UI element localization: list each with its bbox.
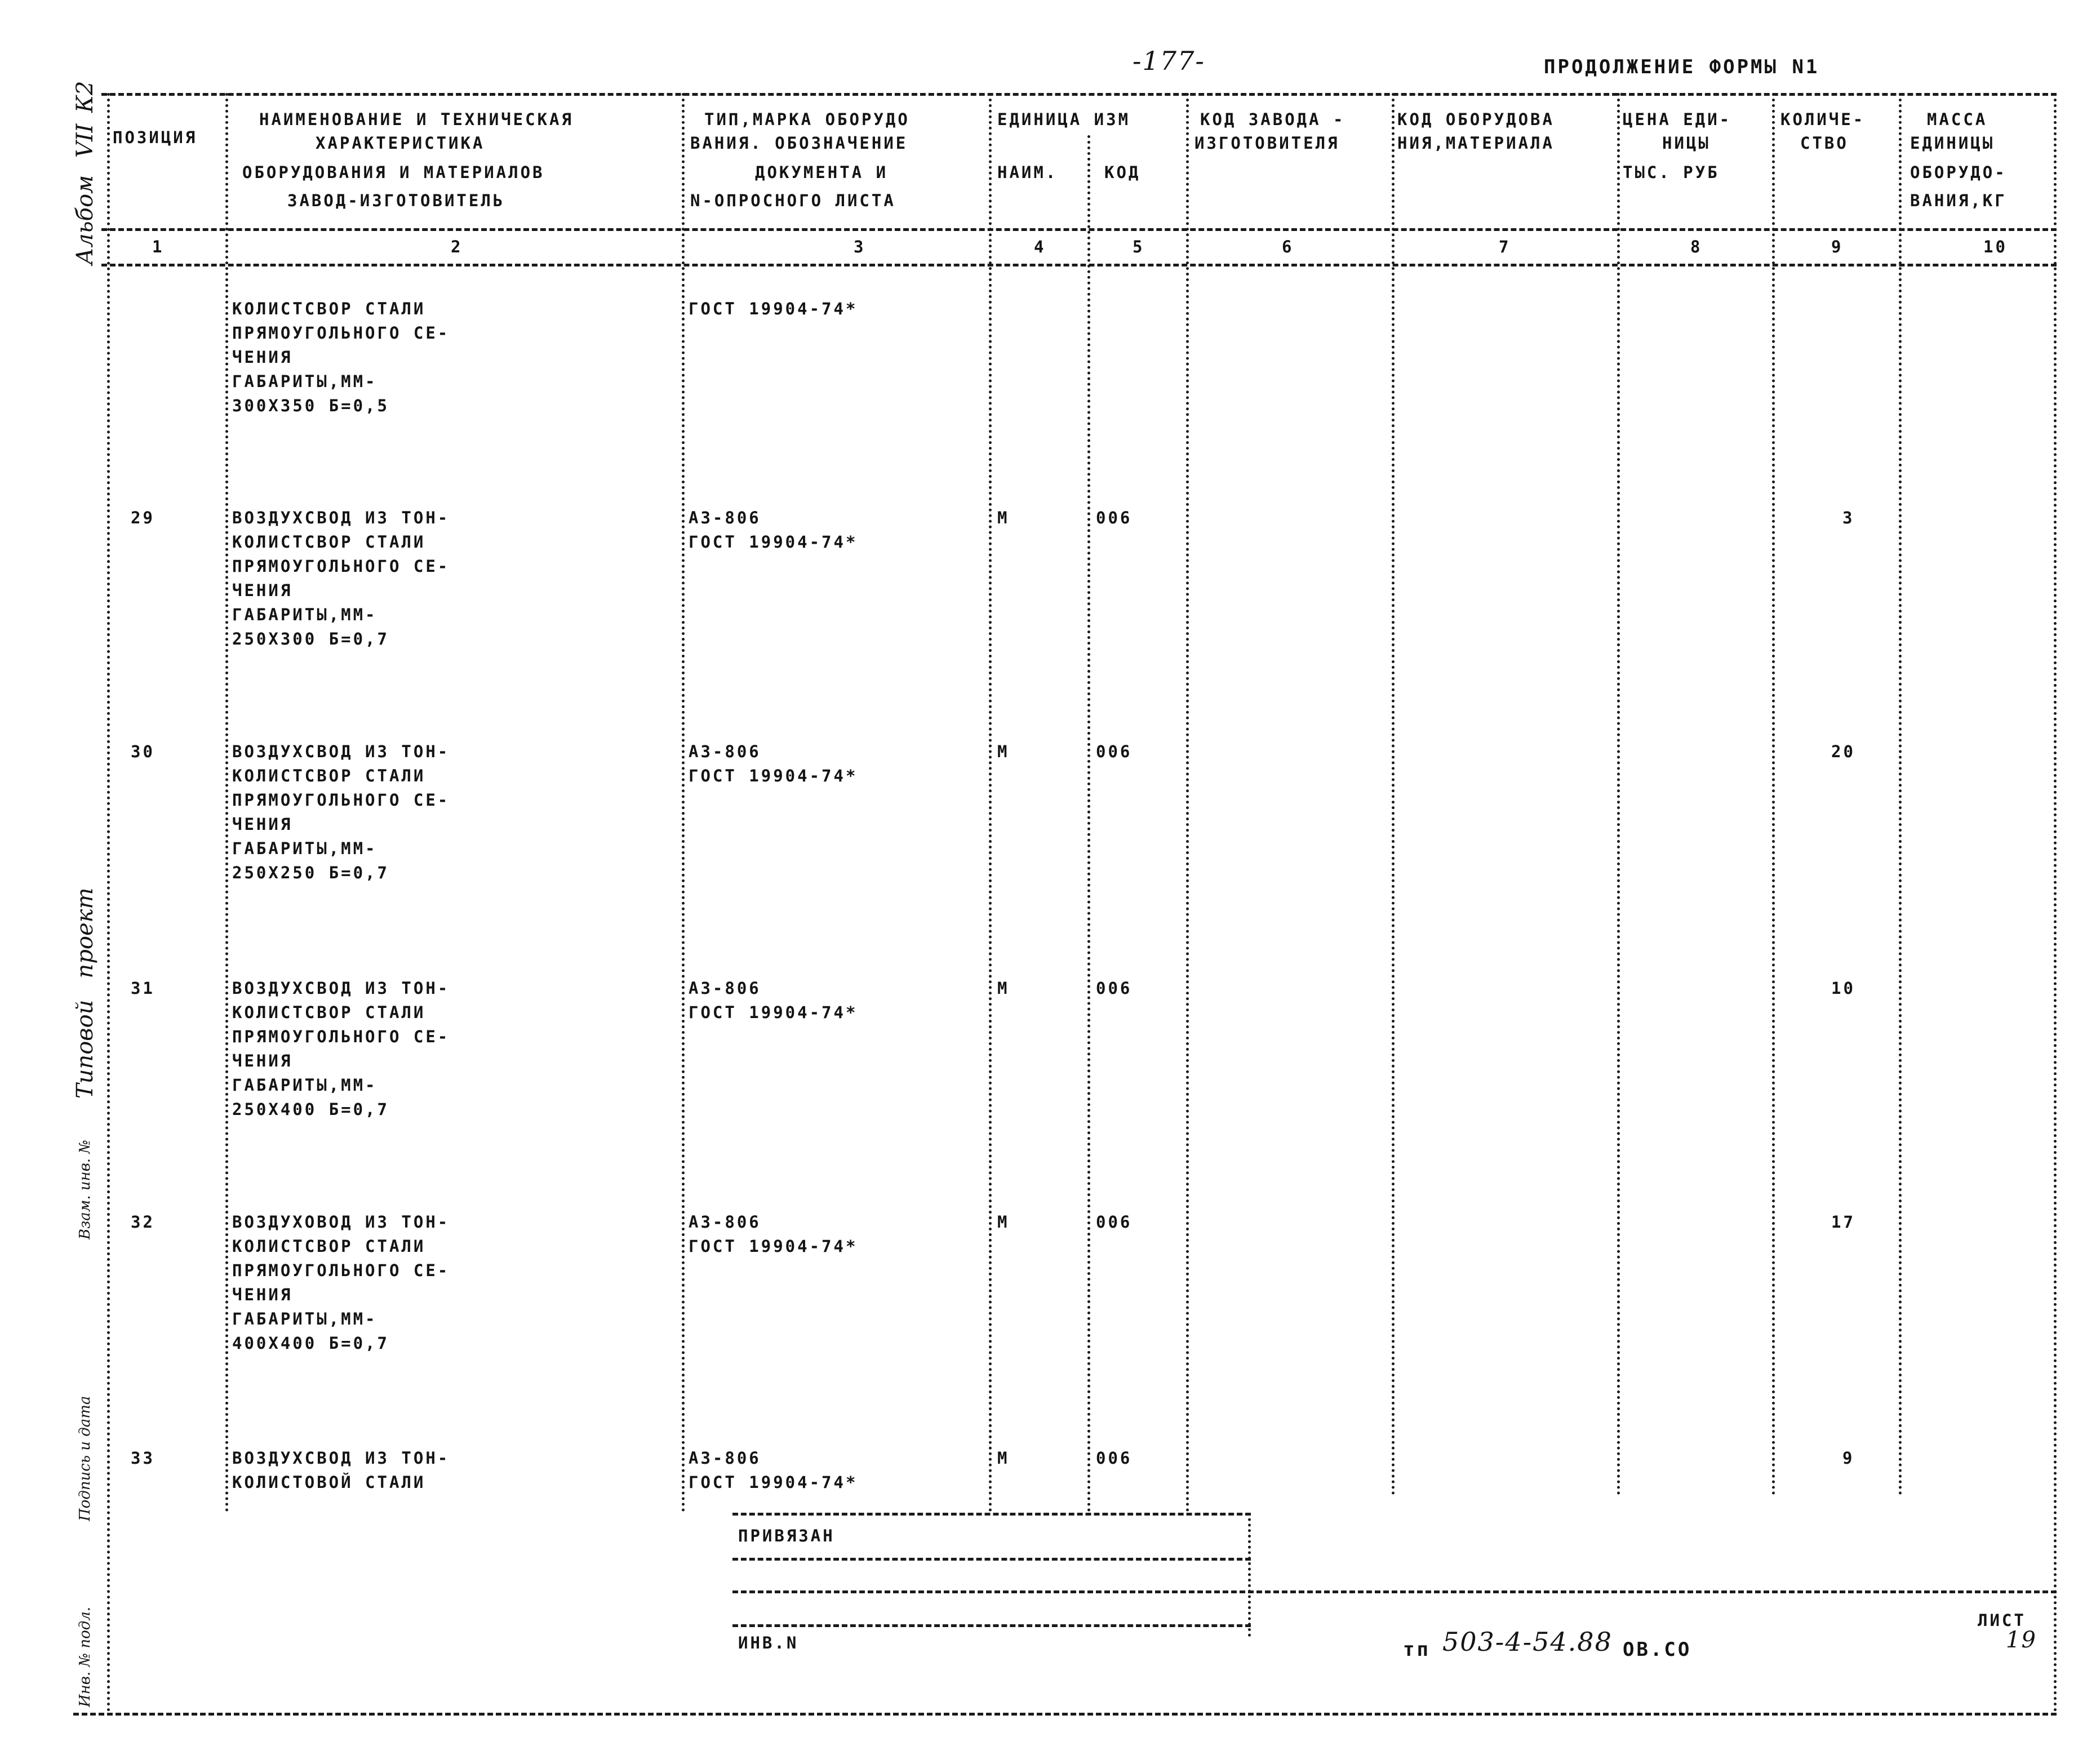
item-line: 250Х400 Б=0,7 bbox=[232, 1100, 389, 1119]
rule-colnum-bottom bbox=[101, 264, 2057, 266]
col-num-9: 9 bbox=[1831, 237, 1844, 256]
page-number: -177- bbox=[1133, 46, 1205, 76]
col-num-5: 5 bbox=[1133, 237, 1145, 256]
item-line: ЧЕНИЯ bbox=[232, 815, 293, 834]
header-plant-2: ИЗГОТОВИТЕЛЯ bbox=[1194, 134, 1340, 153]
item-line: ГАБАРИТЫ,ММ- bbox=[232, 839, 378, 858]
col-num-2: 2 bbox=[451, 237, 463, 256]
item-type-doc: ГОСТ 19904-74* bbox=[689, 1003, 858, 1022]
col-num-3: 3 bbox=[854, 237, 866, 256]
item-qty: 9 bbox=[1842, 1448, 1855, 1468]
item-pos: 32 bbox=[131, 1212, 155, 1232]
margin-inv-podl: Инв. № подл. bbox=[77, 1606, 94, 1707]
item-line: ВОЗДУХСВОД ИЗ ТОН- bbox=[232, 508, 450, 527]
vline-6 bbox=[1392, 93, 1395, 1496]
item-line: ГАБАРИТЫ,ММ- bbox=[232, 1309, 378, 1328]
header-unit: ЕДИНИЦА ИЗМ bbox=[997, 110, 1131, 129]
vline-0 bbox=[107, 93, 110, 1713]
item-line: ВОЗДУХСВОД ИЗ ТОН- bbox=[232, 742, 450, 761]
header-name-2: ХАРАКТЕРИСТИКА bbox=[316, 134, 485, 153]
header-equip-1: КОД ОБОРУДОВА bbox=[1397, 110, 1555, 129]
stamp-sheet-number: 19 bbox=[2006, 1627, 2037, 1653]
col-num-10: 10 bbox=[1983, 237, 2008, 256]
header-name-4: ЗАВОД-ИЗГОТОВИТЕЛЬ bbox=[287, 191, 505, 210]
col-num-8: 8 bbox=[1690, 237, 1703, 256]
item-line: 250Х300 Б=0,7 bbox=[232, 629, 389, 648]
header-mass-1: МАССА bbox=[1927, 110, 1988, 129]
item-line: ЧЕНИЯ bbox=[232, 1285, 293, 1304]
vline-stamp bbox=[1248, 1513, 1251, 1637]
item-line: ПРЯМОУГОЛЬНОГО СЕ- bbox=[232, 1261, 450, 1280]
header-plant-1: КОД ЗАВОДА - bbox=[1200, 110, 1345, 129]
item-unit: М bbox=[997, 1448, 1010, 1468]
item-type-doc: ГОСТ 19904-74* bbox=[689, 766, 858, 785]
item-qty: 20 bbox=[1831, 742, 1855, 761]
vline-5 bbox=[1186, 93, 1189, 1513]
col-num-1: 1 bbox=[152, 237, 165, 256]
vline-7 bbox=[1617, 93, 1620, 1496]
item-unit: М bbox=[997, 1212, 1010, 1232]
item-unit: М bbox=[997, 742, 1010, 761]
vline-2 bbox=[682, 93, 685, 1513]
vline-10 bbox=[2054, 93, 2057, 1713]
vline-9 bbox=[1899, 93, 1902, 1496]
header-price-1: ЦЕНА ЕДИ- bbox=[1623, 110, 1732, 129]
item-type-doc: ГОСТ 19904-74* bbox=[689, 1237, 858, 1256]
continuation-title: ПРОДОЛЖЕНИЕ ФОРМЫ N1 bbox=[1544, 56, 1820, 78]
continued-line-2: ПРЯМОУГОЛЬНОГО СЕ- bbox=[232, 323, 450, 343]
margin-album-no: VII bbox=[72, 123, 98, 158]
col-num-7: 7 bbox=[1499, 237, 1511, 256]
header-position: ПОЗИЦИЯ bbox=[113, 128, 198, 147]
item-line: ГАБАРИТЫ,ММ- bbox=[232, 605, 378, 624]
item-line: ВОЗДУХСВОД ИЗ ТОН- bbox=[232, 1448, 450, 1468]
item-unit: М bbox=[997, 508, 1010, 527]
header-name-3: ОБОРУДОВАНИЯ И МАТЕРИАЛОВ bbox=[242, 163, 545, 182]
item-line: КОЛИСТСВОР СТАЛИ bbox=[232, 532, 426, 552]
item-line: ЧЕНИЯ bbox=[232, 581, 293, 600]
item-type: А3-806 bbox=[689, 1212, 761, 1232]
item-line: ГАБАРИТЫ,ММ- bbox=[232, 1076, 378, 1095]
item-line: 400Х400 Б=0,7 bbox=[232, 1334, 389, 1353]
stamp-sheet-label: ЛИСТ bbox=[1978, 1611, 2026, 1630]
col-num-4: 4 bbox=[1034, 237, 1046, 256]
margin-vzam: Взам. инв. № bbox=[77, 1139, 94, 1239]
item-code: 006 bbox=[1096, 1212, 1133, 1232]
header-type-1: ТИП,МАРКА ОБОРУДО bbox=[704, 110, 910, 129]
item-pos: 29 bbox=[131, 508, 155, 527]
col-num-6: 6 bbox=[1282, 237, 1294, 256]
item-line: ЧЕНИЯ bbox=[232, 1051, 293, 1070]
margin-sign-date: Подпись и дата bbox=[77, 1396, 94, 1521]
item-line: КОЛИСТСВОР СТАЛИ bbox=[232, 1237, 426, 1256]
header-type-4: N-ОПРОСНОГО ЛИСТА bbox=[690, 191, 896, 210]
rule-stamp-2 bbox=[732, 1590, 2057, 1593]
item-type-doc: ГОСТ 19904-74* bbox=[689, 1473, 858, 1492]
header-qty-2: СТВО bbox=[1800, 134, 1849, 153]
item-type: А3-806 bbox=[689, 1448, 761, 1468]
item-line: КОЛИСТСВОР СТАЛИ bbox=[232, 1003, 426, 1022]
item-code: 006 bbox=[1096, 979, 1133, 998]
item-code: 006 bbox=[1096, 508, 1133, 527]
header-type-2: ВАНИЯ. ОБОЗНАЧЕНИЕ bbox=[690, 134, 908, 153]
item-line: КОЛИСТСВОР СТАЛИ bbox=[232, 766, 426, 785]
item-pos: 33 bbox=[131, 1448, 155, 1468]
margin-album: Альбом bbox=[72, 175, 98, 265]
item-line: КОЛИСТОВОЙ СТАЛИ bbox=[232, 1473, 426, 1492]
item-line: ПРЯМОУГОЛЬНОГО СЕ- bbox=[232, 1027, 450, 1046]
continued-line-5: 300Х350 Б=0,5 bbox=[232, 396, 389, 415]
vline-1 bbox=[225, 93, 228, 1513]
item-unit: М bbox=[997, 979, 1010, 998]
item-type: А3-806 bbox=[689, 742, 761, 761]
item-code: 006 bbox=[1096, 742, 1133, 761]
stamp-doc-code: 503-4-54.88 bbox=[1442, 1627, 1613, 1657]
header-type-3: ДОКУМЕНТА И bbox=[755, 163, 889, 182]
header-mass-3: ОБОРУДО- bbox=[1910, 163, 2007, 182]
continued-line-3: ЧЕНИЯ bbox=[232, 348, 293, 367]
stamp-bound-label: ПРИВЯЗАН bbox=[738, 1526, 835, 1545]
margin-project: Типовой проект bbox=[72, 887, 98, 1099]
item-qty: 17 bbox=[1831, 1212, 1855, 1232]
item-pos: 31 bbox=[131, 979, 155, 998]
rule-header-bottom bbox=[101, 228, 2057, 231]
rule-stamp-3 bbox=[732, 1624, 1251, 1627]
header-unit-name: НАИМ. bbox=[997, 163, 1058, 182]
item-line: ВОЗДУХОВОД ИЗ ТОН- bbox=[232, 1212, 450, 1232]
stamp-doc-code-suffix: ОВ.СО bbox=[1623, 1638, 1692, 1661]
header-mass-4: ВАНИЯ,КГ bbox=[1910, 191, 2007, 210]
header-price-3: ТЫС. РУБ bbox=[1623, 163, 1720, 182]
stamp-doc-code-prefix: тп bbox=[1403, 1638, 1431, 1661]
continued-line-4: ГАБАРИТЫ,ММ- bbox=[232, 372, 378, 391]
item-pos: 30 bbox=[131, 742, 155, 761]
header-mass-2: ЕДИНИЦЫ bbox=[1910, 134, 1995, 153]
vline-4 bbox=[1087, 135, 1090, 1513]
item-code: 006 bbox=[1096, 1448, 1133, 1468]
header-name-1: НАИМЕНОВАНИЕ И ТЕХНИЧЕСКАЯ bbox=[259, 110, 574, 129]
item-qty: 10 bbox=[1831, 979, 1855, 998]
rule-top bbox=[101, 93, 2057, 96]
header-qty-1: КОЛИЧЕ- bbox=[1780, 110, 1866, 129]
item-line: 250Х250 Б=0,7 bbox=[232, 863, 389, 882]
header-equip-2: НИЯ,МАТЕРИАЛА bbox=[1397, 134, 1555, 153]
rule-bottom bbox=[73, 1713, 2057, 1716]
continued-line-1: КОЛИСТСВОР СТАЛИ bbox=[232, 299, 426, 318]
item-type-doc: ГОСТ 19904-74* bbox=[689, 532, 858, 552]
item-line: ПРЯМОУГОЛЬНОГО СЕ- bbox=[232, 557, 450, 576]
item-type: А3-806 bbox=[689, 979, 761, 998]
item-type: А3-806 bbox=[689, 508, 761, 527]
rule-stamp-1 bbox=[732, 1558, 1251, 1561]
header-price-2: НИЦЫ bbox=[1662, 134, 1711, 153]
item-qty: 3 bbox=[1842, 508, 1855, 527]
item-line: ВОЗДУХСВОД ИЗ ТОН- bbox=[232, 979, 450, 998]
vline-3 bbox=[989, 93, 992, 1513]
rule-stamp-top bbox=[732, 1513, 1251, 1516]
header-unit-code: КОД bbox=[1104, 163, 1141, 182]
margin-album-sub: К2 bbox=[72, 81, 98, 113]
continued-type: ГОСТ 19904-74* bbox=[689, 299, 858, 318]
vline-8 bbox=[1772, 93, 1775, 1496]
item-line: ПРЯМОУГОЛЬНОГО СЕ- bbox=[232, 790, 450, 810]
stamp-inv-label: ИНВ.N bbox=[738, 1633, 799, 1652]
